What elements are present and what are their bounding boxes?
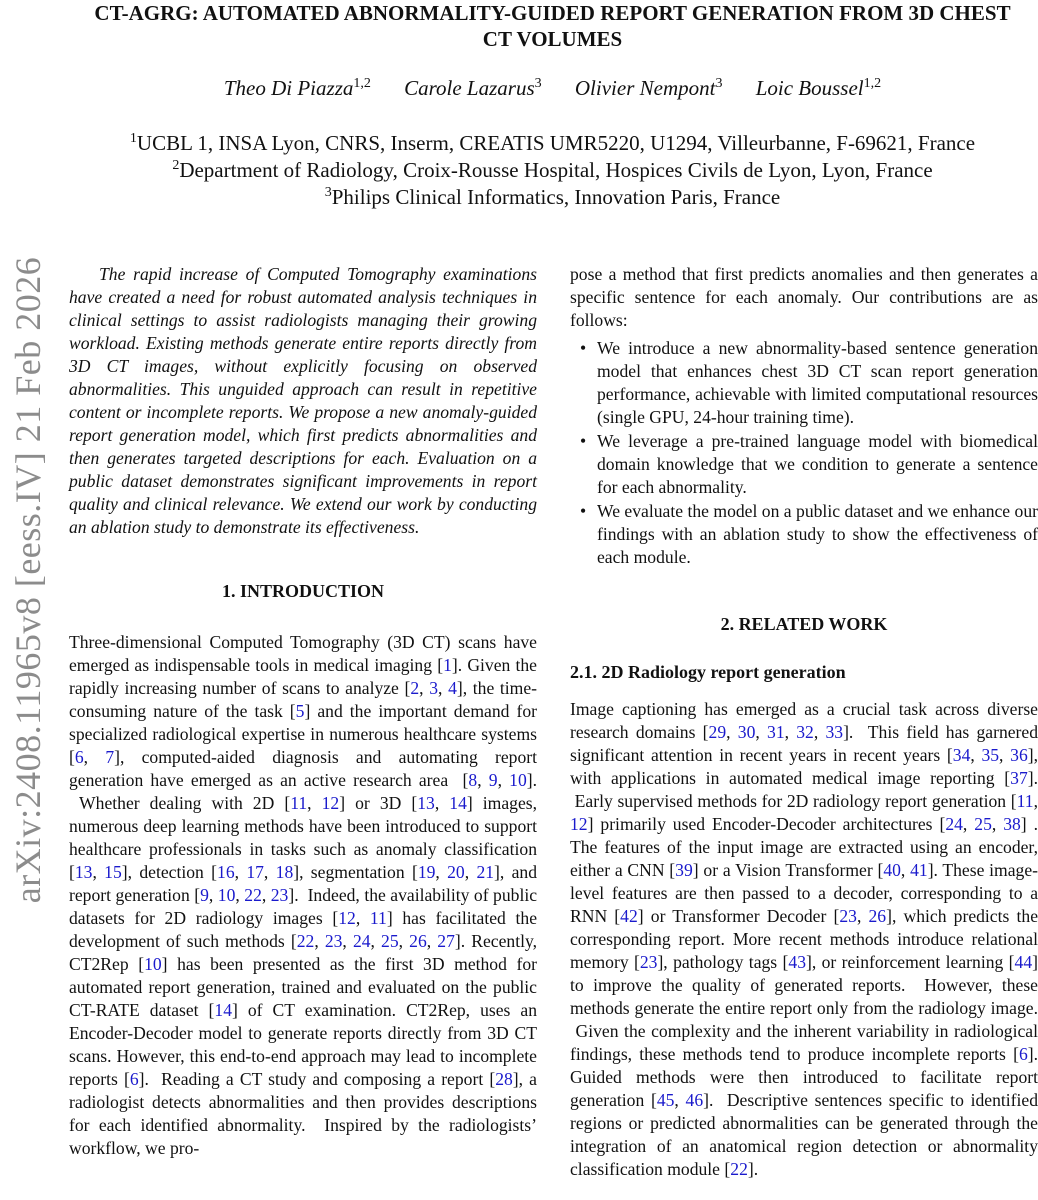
citation-link[interactable]: 12 bbox=[338, 908, 356, 928]
affiliation bbox=[80, 184, 1025, 211]
related-heading: 2. RELATED WORK bbox=[720, 614, 888, 634]
author-name: Loic Boussel bbox=[755, 76, 864, 100]
citation-link[interactable]: 18 bbox=[275, 862, 294, 882]
citation-link[interactable]: 26 bbox=[868, 906, 887, 926]
citation-link[interactable]: 22 bbox=[244, 885, 262, 905]
paper-title: CT-AGRG: AUTOMATED ABNORMALITY-GUIDED REPORT GENERATION FROM 3D CHEST CT VOLUMES bbox=[94, 1, 1011, 51]
citation-link[interactable]: 26 bbox=[409, 931, 427, 951]
citation-link[interactable]: 12 bbox=[321, 793, 340, 813]
author-name: Carole Lazarus bbox=[404, 76, 535, 100]
citation-link[interactable]: 34 bbox=[952, 745, 971, 765]
abstract: The rapid increase of Computed Tomography examinations have created a need for robust automated analysis techniques in clinical settings to assist radiologists managing their growing workload. Existing methods generate entire reports directly from 3D CT images, without explicitly focusing on observed abnormalities. This unguided approach can result in repetitive content or incomplete reports. We propose a new anomaly-guided report generation model, which first predicts abnormalities and then generates targeted descriptions for each. Evaluation on a public dataset demonstrates significant improvements in report quality and clinical relevance. We extend our work by conducting an ablation study to demonstrate its effectiveness. bbox=[69, 264, 537, 537]
citation-link[interactable]: 11 bbox=[1016, 791, 1034, 811]
affil-marker: 3 bbox=[324, 185, 332, 200]
author-affil: 1,2 bbox=[863, 76, 882, 91]
citation-link[interactable]: 37 bbox=[1010, 768, 1028, 788]
affil-marker: 1 bbox=[129, 131, 137, 146]
citation-link[interactable]: 45 bbox=[656, 1090, 675, 1110]
arxiv-stamp: arXiv:2408.11965v8 [eess.IV] 21 Feb 2026 bbox=[8, 256, 48, 904]
citation-link[interactable]: 6 bbox=[129, 1069, 139, 1089]
citation-link[interactable]: 25 bbox=[974, 814, 992, 834]
intro-continued: pose a method that first predicts anomalies and then generates a specific sentence for each anomaly. Our contributions are as follows: bbox=[570, 264, 1038, 330]
bullet-icon: • bbox=[580, 338, 587, 358]
citation-link[interactable]: 10 bbox=[217, 885, 236, 905]
citation-link[interactable]: 22 bbox=[296, 931, 315, 951]
citation-link[interactable]: 7 bbox=[105, 747, 115, 767]
author bbox=[404, 76, 542, 100]
citation-link[interactable]: 27 bbox=[437, 931, 455, 951]
citation-link[interactable]: 22 bbox=[730, 1159, 748, 1179]
author-name: Olivier Nempont bbox=[574, 76, 716, 100]
citation-link[interactable]: 4 bbox=[448, 678, 457, 698]
author-affil: 3 bbox=[715, 76, 723, 91]
citation-link[interactable]: 9 bbox=[488, 770, 498, 790]
affil-text: Philips Clinical Informatics, Innovation Paris, France bbox=[331, 185, 781, 209]
affil-text: UCBL 1, INSA Lyon, CNRS, Inserm, CREATIS UMR5220, U1294, Villeurbanne, F-69621, France bbox=[136, 131, 976, 155]
contribution-item bbox=[570, 430, 1038, 499]
citation-link[interactable]: 3 bbox=[429, 678, 439, 698]
citation-link[interactable]: 30 bbox=[737, 722, 756, 742]
citation-link[interactable]: 23 bbox=[839, 906, 857, 926]
citation-link[interactable]: 11 bbox=[290, 793, 308, 813]
citation-link[interactable]: 23 bbox=[639, 952, 658, 972]
citation-link[interactable]: 23 bbox=[270, 885, 289, 905]
contribution-item bbox=[570, 500, 1038, 569]
citation-link[interactable]: 41 bbox=[910, 860, 928, 880]
contribution-list bbox=[570, 337, 1038, 569]
contribution-item bbox=[570, 337, 1038, 429]
citation-link[interactable]: 5 bbox=[295, 701, 305, 721]
bullet-icon: • bbox=[580, 431, 587, 451]
citation-link[interactable]: 14 bbox=[214, 1000, 233, 1020]
related-text: Image captioning has emerged as a crucial task across diverse research domains [29, 30, 31, 32, 33]. This field has garnered significant attention in recent years in recent years [34, 35, 36], with applications in automated medical image reporting [37]. Early supervised methods for 2D radiology report generation [11, 12] primarily used Encoder-Decoder architectures [24, 25, 38] . The features of the input image are extracted using an encoder, either a CNN [39] or a Vision Transformer [40, 41]. These image-level features are then passed to a decoder, corresponding to a RNN [42] or Transformer Decoder [23, 26], which predicts the corresponding report. More recent methods introduce relational memory [23], pathology tags [43], or reinforcement learning [44] to improve the quality of generated reports. However, these methods generate the entire report only from the radiology image. Given the complexity and the inherent variability in radiological findings, these methods tend to produce incomplete reports [6]. Guided methods were then introduced to facilitate report generation [45, 46]. Descriptive sentences specific to identified regions or predicted abnormalities can be generated through the integration of an anatomical region detection or abnormality classification module [22]. bbox=[570, 699, 1038, 1179]
citation-link[interactable]: 32 bbox=[796, 722, 814, 742]
author bbox=[756, 76, 881, 100]
citation-link[interactable]: 19 bbox=[417, 862, 436, 882]
citation-link[interactable]: 42 bbox=[620, 906, 638, 926]
citation-link[interactable]: 44 bbox=[1014, 952, 1033, 972]
citation-link[interactable]: 9 bbox=[200, 885, 209, 905]
citation-link[interactable]: 6 bbox=[74, 747, 84, 767]
left-column bbox=[69, 263, 537, 1160]
author-list bbox=[80, 76, 1025, 101]
citation-link[interactable]: 10 bbox=[509, 770, 527, 790]
author-affil: 3 bbox=[534, 76, 542, 91]
citation-link[interactable]: 46 bbox=[685, 1090, 704, 1110]
citation-link[interactable]: 24 bbox=[945, 814, 963, 834]
contribution-text: We evaluate the model on a public dataset and we enhance our findings with an ablation study to show the effectiveness of each module. bbox=[597, 501, 1038, 567]
citation-link[interactable]: 20 bbox=[447, 862, 465, 882]
citation-link[interactable]: 12 bbox=[570, 814, 588, 834]
intro-text: Three-dimensional Computed Tomography (3D CT) scans have emerged as indispensable tools in medical imaging [1]. Given the rapidly increasing number of scans to analyze [2, 3, 4], the time-consuming nature of the task [5] and the important demand for specialized radiological expertise in numerous healthcare systems [6, 7], computed-aided diagnosis and automating report generation have emerged as an active research area [8, 9, 10]. Whether dealing with 2D [11, 12] or 3D [13, 14] images, numerous deep learning methods have been introduced to support healthcare professionals in tasks such as anomaly classification [13, 15], detection [16, 17, 18], segmentation [19, 20, 21], and report generation [9, 10, 22, 23]. Indeed, the availability of public datasets for 2D radiology images [12, 11] has facilitated the development of such methods [22, 23, 24, 25, 26, 27]. Recently, CT2Rep [10] has been presented as the first 3D method for automated report generation, trained and evaluated on the public CT-RATE dataset [14] of CT examination. CT2Rep, uses an Encoder-Decoder model to generate reports directly from 3D CT scans. However, this end-to-end approach may lead to incomplete reports [6]. Reading a CT study and composing a report [28], a radiologist detects abnormalities and then provides descriptions for each identified abnormality. Inspired by the radiologists’ workflow, we pro- bbox=[69, 632, 538, 1158]
affil-text: Department of Radiology, Croix-Rousse Hospital, Hospices Civils de Lyon, Lyon, France bbox=[179, 158, 933, 182]
contribution-text: We introduce a new abnormality-based sentence generation model that enhances chest 3D CT scan report generation performance, achievable with limited computational resources (single GPU, 24-hour training time). bbox=[597, 338, 1038, 427]
citation-link[interactable]: 13 bbox=[74, 862, 93, 882]
author bbox=[575, 76, 723, 100]
citation-link[interactable]: 21 bbox=[476, 862, 495, 882]
citation-link[interactable]: 29 bbox=[708, 722, 727, 742]
citation-link[interactable]: 14 bbox=[449, 793, 467, 813]
citation-link[interactable]: 28 bbox=[495, 1069, 513, 1089]
arxiv-sidebar bbox=[0, 230, 56, 930]
citation-link[interactable]: 17 bbox=[246, 862, 264, 882]
citation-link[interactable]: 8 bbox=[468, 770, 478, 790]
citation-link[interactable]: 38 bbox=[1003, 814, 1021, 834]
author-affil: 1,2 bbox=[353, 76, 371, 91]
right-column bbox=[570, 263, 1038, 1181]
citation-link[interactable]: 24 bbox=[352, 931, 371, 951]
author-name: Theo Di Piazza bbox=[223, 76, 354, 100]
affiliation bbox=[80, 130, 1025, 157]
citation-link[interactable]: 23 bbox=[324, 931, 343, 951]
intro-heading: 1. INTRODUCTION bbox=[221, 581, 385, 601]
citation-link[interactable]: 31 bbox=[767, 722, 785, 742]
citation-link[interactable]: 39 bbox=[675, 860, 693, 880]
citation-link[interactable]: 11 bbox=[369, 908, 387, 928]
citation-link[interactable]: 33 bbox=[825, 722, 844, 742]
affil-marker: 2 bbox=[172, 158, 180, 173]
citation-link[interactable]: 35 bbox=[981, 745, 1000, 765]
citation-link[interactable]: 43 bbox=[788, 952, 806, 972]
citation-link[interactable]: 40 bbox=[883, 860, 901, 880]
citation-link[interactable]: 10 bbox=[144, 954, 162, 974]
contribution-text: We leverage a pre-trained language model with biomedical domain knowledge that we condition to generate a sentence for each abnormality. bbox=[597, 431, 1038, 497]
affiliations bbox=[80, 130, 1025, 211]
related-subheading: 2.1. 2D Radiology report generation bbox=[570, 662, 846, 682]
citation-link[interactable]: 36 bbox=[1010, 745, 1028, 765]
citation-link[interactable]: 2 bbox=[410, 678, 420, 698]
citation-link[interactable]: 16 bbox=[217, 862, 235, 882]
citation-link[interactable]: 15 bbox=[104, 862, 122, 882]
citation-link[interactable]: 6 bbox=[1018, 1044, 1028, 1064]
citation-link[interactable]: 13 bbox=[417, 793, 435, 813]
citation-link[interactable]: 1 bbox=[443, 655, 452, 675]
affiliation bbox=[80, 157, 1025, 184]
bullet-icon: • bbox=[580, 501, 587, 521]
citation-link[interactable]: 25 bbox=[381, 931, 399, 951]
author bbox=[224, 76, 371, 100]
